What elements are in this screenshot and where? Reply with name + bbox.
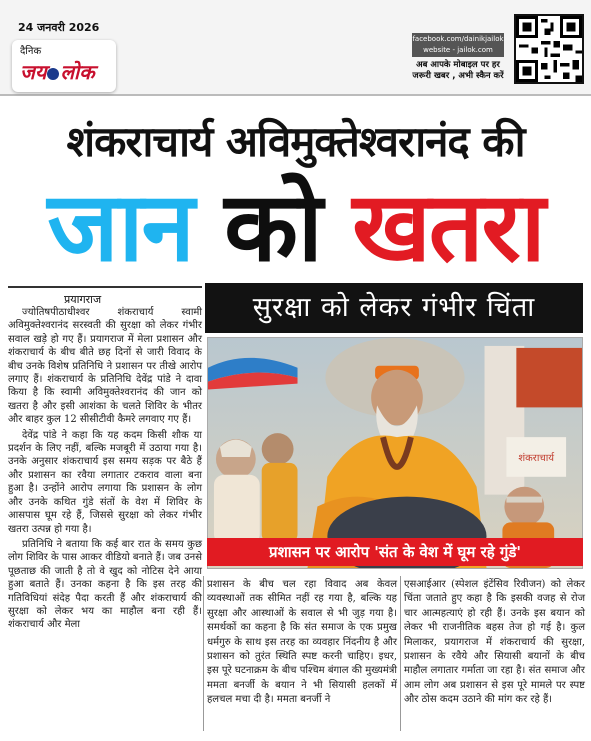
article-right-column: एसआईआर (स्पेशल इंटेंसिव रिवीजन) को लेकर चिंता जताते हुए कहा है कि इसकी वजह से रोज चार आत्महत्याएं हो रही हैं। उनके इस बयान को लेकर भी राजनीतिक बहस तेज हो गई है। कुल मिलाकर, प्रयागराज में शंकराचार्य की सुरक्षा, प्रशासन के रवैये और सियासी बयानों के बीच माहौल लगातार गर्माता जा रहा है। संत समाज और आम लोग अब प्रशासन से इस पूरे मामले पर स्पष्ट और ठोस कदम उठाने की मांग कर रहे हैं। [404,579,585,706]
facebook-link[interactable]: facebook.com/dainikjailok [412,35,504,43]
logo-name-part2: लोक [60,60,95,84]
column-rule [8,286,202,288]
newspaper-logo[interactable] [12,40,116,92]
social-links[interactable] [412,33,504,57]
article-paragraph: देवेंद्र पांडे ने कहा कि यह कदम किसी शौक या प्रदर्शन के लिए नहीं, बल्कि मजबूरी में उठाया गया है। उनके अनुसार शंकराचार्य इस समय सड़क पर बैठे हैं और प्रशासन का रवैया लगातार टकराव वाला बना हुआ है। उन्होंने आरोप लगाया कि प्रशासन के लोग और उनके कथित गुंडे संतों के वेश में शिविर के आसपास घूम रहे हैं, जिससे सुरक्षा को लेकर गंभीर खतरा उत्पन्न हो गया है। [8,429,202,535]
news-photo [207,337,583,569]
headline-word-blue: जान [47,171,193,283]
article-paragraph: ज्योतिषपीठाधीश्वर शंकराचार्य स्वामी अविमुक्तेश्वरानंद सरस्वती की सुरक्षा को लेकर गंभीर सवाल खड़े हो गए हैं। प्रयागराज में मेला प्रशासन और शंकराचार्य के बीच बीते छह दिनों से जारी विवाद के बीच उनके विशेष प्रतिनिधि ने प्रशासन पर तीखे आरोप लगाए हैं। शंकराचार्य के प्रतिनिधि देवेंद्र पांडे ने दावा किया है कि स्वामी अविमुक्तेश्वरानंद की जान को खतरा है और इसी आशंका के चलते शिविर के भीतर और बाहर कुल 12 सीसीटीवी कैमरे लगवाए गए हैं। [8,307,202,426]
photo-caption: प्रशासन पर आरोप 'संत के वेश में घूम रहे गुंडे' [207,538,583,566]
logo-name-part1: जय [20,60,47,84]
headline-word-black: को [224,171,321,283]
logo-name [20,58,95,85]
headline-line1: शंकराचार्य अविमुक्तेश्वरानंद की [66,117,525,166]
promo-line-2: जरूरी खबर , अभी स्कैन करें [412,71,504,81]
promo-line-1: अब आपके मोबाइल पर हर [416,60,500,70]
masthead [0,0,591,96]
column-divider [203,576,204,731]
scan-promo [406,60,510,82]
banner-text: शंकराचार्य [518,452,555,464]
website-link[interactable]: website - jailok.com [423,46,493,54]
headline-word-red: खतरा [352,171,544,283]
headline-line2 [0,172,591,282]
article-middle-column: प्रशासन के बीच चल रहा विवाद अब केवल व्यवस्थाओं तक सीमित नहीं रह गया है, बल्कि यह सुरक्षा और आस्थाओं के सवाल से भी जुड़ गया है। समर्थकों का कहना है कि संत समाज के एक प्रमुख धर्मगुरु के साथ इस तरह का व्यवहार निंदनीय है और प्रशासन को तुरंत स्थिति स्पष्ट करनी चाहिए। इधर, इस पूरे घटनाक्रम के बीच पश्चिम बंगाल की मुख्यमंत्री ममता बनर्जी के बयान ने भी सियासी हलकों में हलचल मचा दी है। ममता बनर्जी ने [207,579,397,706]
dateline: प्रयागराज [64,293,102,306]
article-paragraph: प्रतिनिधि ने बताया कि कई बार रात के समय कुछ लोग शिविर के पास आकर वीडियो बनाते हैं। जब उनसे पूछताछ की जाती है तो वे खुद को नोटिस देने आया हुआ बताते हैं। उनका कहना है कि इस तरह की गतिविधियां संदेह पैदा करती हैं और शंकराचार्य की सुरक्षा को लेकर भय का माहौल बना रही हैं। शंकराचार्य और मेला [8,538,202,631]
qr-code-icon[interactable] [514,14,584,84]
issue-date: 24 जनवरी 2026 [18,21,100,34]
globe-icon [47,68,59,80]
subheadline: सुरक्षा को लेकर गंभीर चिंता [205,283,583,333]
column-divider [400,576,401,731]
article-left-column [8,306,202,634]
logo-prefix: दैनिक [20,46,42,57]
